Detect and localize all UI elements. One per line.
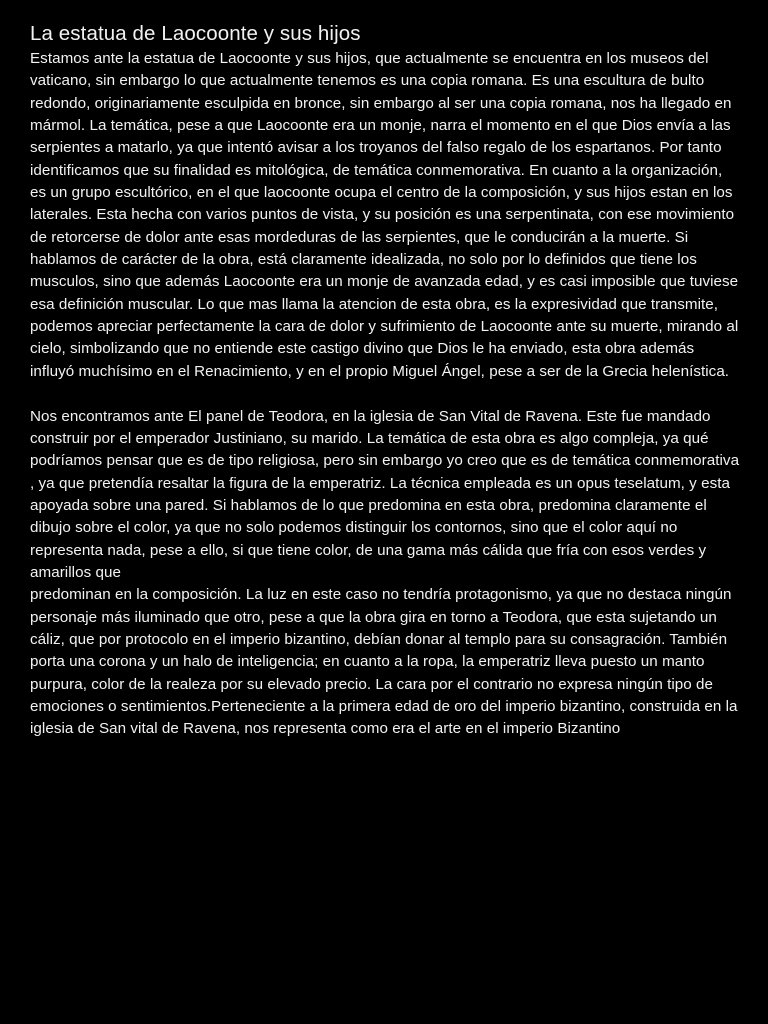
note-paragraph-teodora-continued[interactable]: predominan en la composición. La luz en este caso no tendría protagonismo, ya que no destaca ningún personaje más iluminado que otro, pese a que la obra gira en torno a Teodora, que esta sujetando un cáliz, que por protocolo en el imperio bizantino, debían donar al templo para su consagración. También porta una corona y un halo de inteligencia; en cuanto a la ropa, la emperatriz lleva puesto un manto purpura, color de la realeza por su elevado precio. La cara por el contrario no expresa ningún tipo de emociones o sentimientos.Perteneciente a la primera edad de oro del imperio bizantino, construida en la iglesia de San vital de Ravena, nos representa como era el arte en el imperio Bizantino [30, 586, 738, 738]
note-title[interactable]: La estatua de Laocoonte y sus hijos [30, 22, 361, 45]
note-paragraph-teodora[interactable]: Nos encontramos ante El panel de Teodora, en la iglesia de San Vital de Ravena. Este fue mandado construir por el emperador Justiniano, su marido. La temática de esta obra es algo compleja, ya qué podríamos pensar que es de tipo religiosa, pero sin embargo yo creo que es de temática conmemorativa , ya que pretendía resaltar la figura de la emperatriz. La técnica empleada es un opus teselatum, y esta apoyada sobre una pared. Si hablamos de lo que predomina en esta obra, predomina claramente el dibujo sobre el color, ya que no solo podemos distinguir los contornos, sino que el color aquí no representa nada, pese a ello, si que tiene color, de una gama más cálida que fría con esos verdes y amarillos que [30, 407, 740, 581]
paragraph-gap [30, 383, 740, 405]
note-body[interactable] [30, 48, 740, 741]
note-paragraph-laocoonte[interactable]: Estamos ante la estatua de Laocoonte y sus hijos, que actualmente se encuentra en los museos del vaticano, sin embargo lo que actualmente tenemos es una copia romana. Es una escultura de bulto redondo, originariamente esculpida en bronce, sin embargo al ser una copia romana, nos ha llegado en mármol. La temática, pese a que Laocoonte era un monje, narra el momento en el que Dios envía a las serpientes a matarlo, ya que intentó avisar a los troyanos del falso regalo de los espartanos. Por tanto identificamos que su finalidad es mitológica, de temática conmemorativa. En cuanto a la organización, es un grupo escultórico, en el que laocoonte ocupa el centro de la composición, y sus hijos estan en los laterales. Esta hecha con varios puntos de vista, y su posición es una serpentinata, con ese movimiento de retorcerse de dolor ante esas mordeduras de las serpientes, que le conducirán a la muerte. Si hablamos de carácter de la obra, está claramente idealizada, no solo por lo definidos que tiene los musculos, sino que además Laocoonte era un monje de avanzada edad, y es casi imposible que tuviese esa definición muscular. Lo que mas llama la atencion de esta obra, es la expresividad que transmite, podemos apreciar perfectamente la cara de dolor y sufrimiento de Laocoonte ante su muerte, mirando al cielo, simbolizando que no entiende este castigo divino que Dios le ha enviado, esta obra además influyó muchísimo en el Renacimiento, y en el propio Miguel Ángel, pese a ser de la Grecia helenística. [30, 50, 739, 380]
